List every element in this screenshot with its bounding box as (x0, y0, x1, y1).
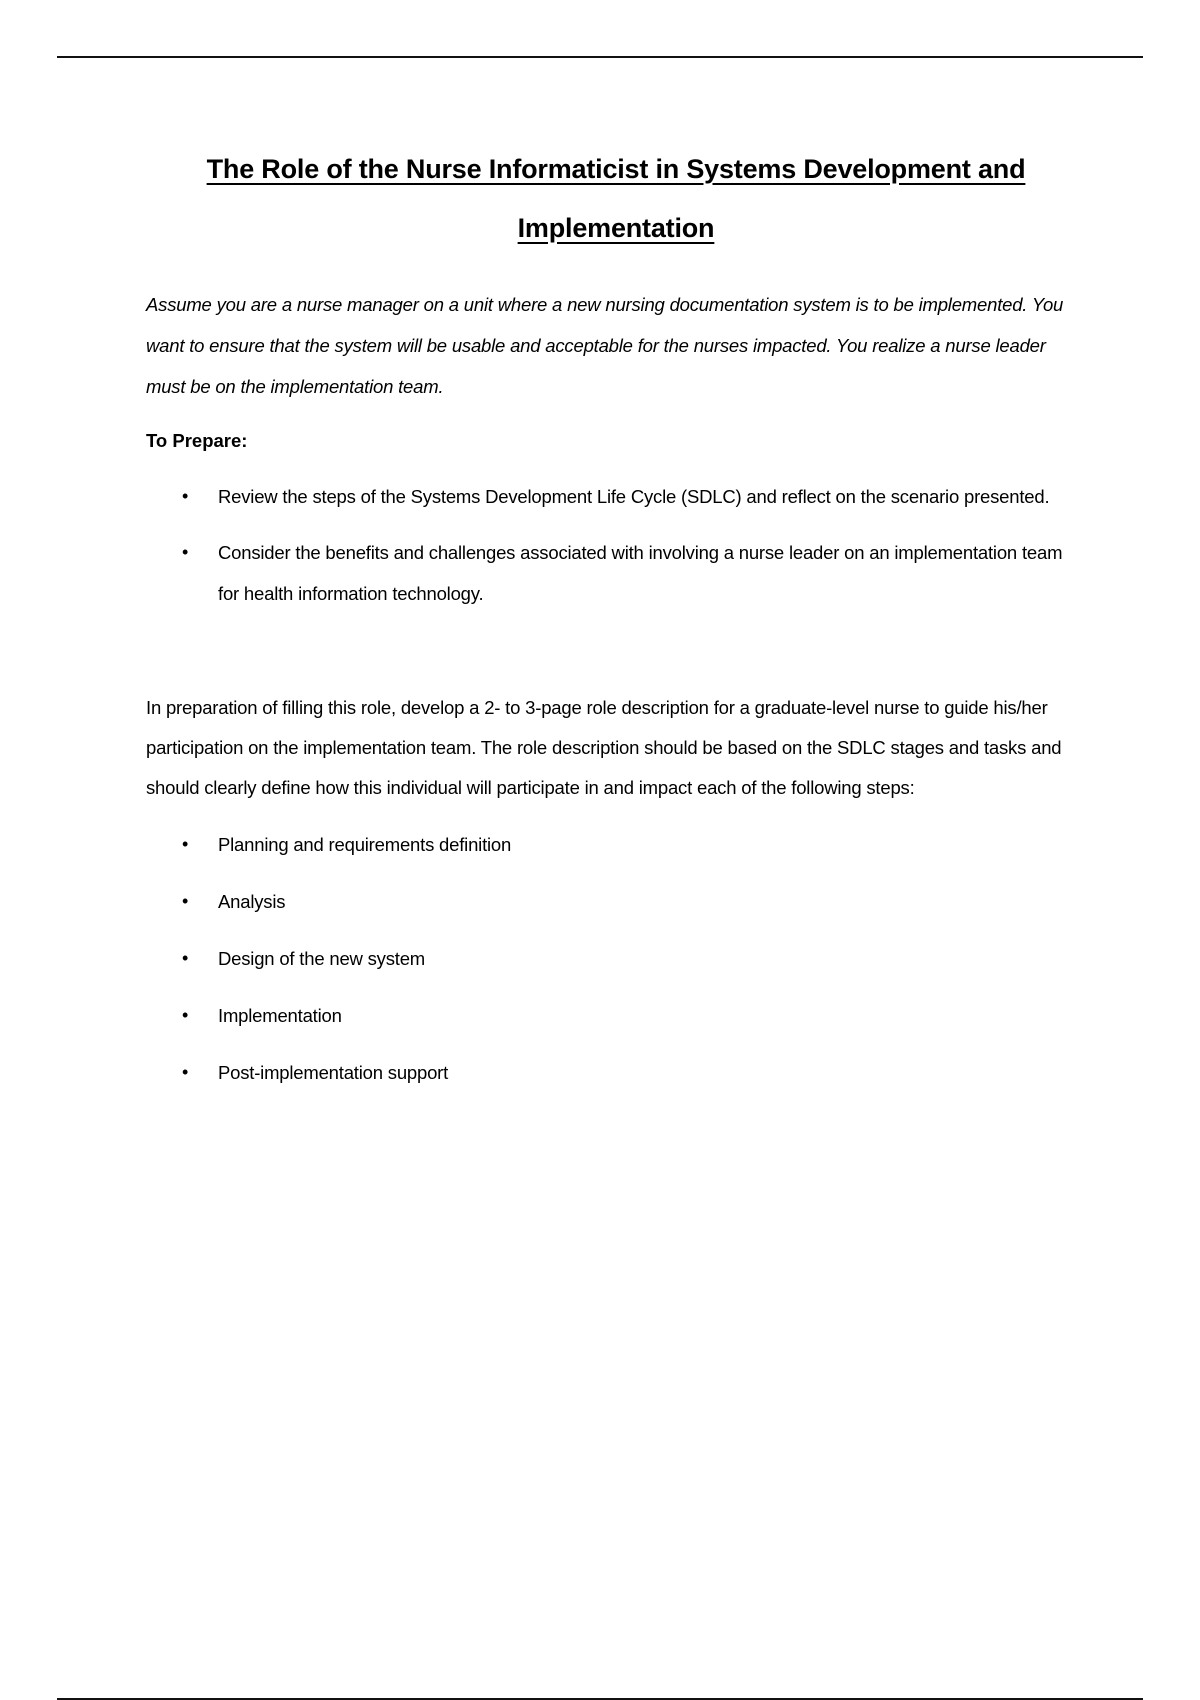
prepare-heading: To Prepare: (146, 430, 248, 451)
task-paragraph: In preparation of filling this role, develop a 2- to 3-page role description for a graduate-level nurse to guide his/her participation on the implementation team. The role description should be based on the SDLC stages and tasks and should clearly define how this individual will participate in and impact each of the following steps: (146, 697, 1062, 798)
bullet-icon: • (182, 948, 189, 968)
list-item (146, 532, 1086, 614)
steps-list (146, 824, 1086, 1093)
list-item-text: Planning and requirements definition (218, 834, 512, 855)
list-item (146, 824, 1086, 865)
list-item-text: Post-implementation support (218, 1062, 449, 1083)
list-item (146, 476, 1086, 517)
bullet-icon: • (182, 542, 189, 562)
prepare-list (146, 476, 1086, 614)
bullet-icon: • (182, 834, 189, 854)
top-rule (57, 56, 1143, 58)
document-body (146, 140, 1086, 1093)
scenario-paragraph: Assume you are a nurse manager on a unit where a new nursing documentation system is to be implemented. You want to ensure that the system will be usable and acceptable for the nurses impacted. You realize a nurse leader must be on the implementation team. (146, 294, 1064, 397)
bullet-icon: • (182, 891, 189, 911)
list-item-text: Design of the new system (218, 948, 426, 969)
list-item-text: Analysis (218, 891, 286, 912)
list-item-text: Consider the benefits and challenges associated with involving a nurse leader on an implementation team for health information technology. (218, 542, 1063, 604)
bullet-icon: • (182, 1005, 189, 1025)
list-item-text: Implementation (218, 1005, 342, 1026)
list-item (146, 881, 1086, 922)
list-item-text: Review the steps of the Systems Development Life Cycle (SDLC) and reflect on the scenario presented. (218, 486, 1050, 507)
bullet-icon: • (182, 486, 189, 506)
list-item (146, 938, 1086, 979)
list-item (146, 1052, 1086, 1093)
bullet-icon: • (182, 1062, 189, 1082)
document-title: The Role of the Nurse Informaticist in Systems Development and Implementation (206, 154, 1026, 243)
list-item (146, 995, 1086, 1036)
